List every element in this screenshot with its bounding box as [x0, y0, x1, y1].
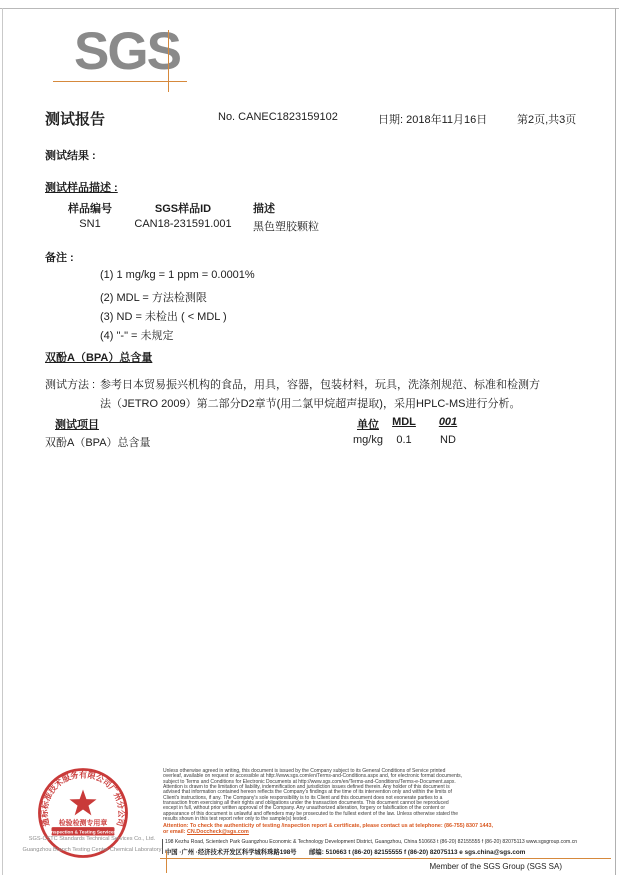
attention-line-2 — [163, 829, 613, 835]
logo-crosshair-vertical — [168, 30, 169, 92]
test-method-text-line1: 参考日本贸易振兴机构的食品，用具，容器，包装材料，玩具，洗涤剂规范、标准和检测方 — [100, 379, 540, 391]
page-border-top — [0, 8, 619, 9]
bpa-section-heading: 双酚A（BPA）总含量 — [45, 352, 153, 364]
page-indicator: 第2页,共3页 — [517, 114, 577, 126]
stamp-center-cn: 检验检测专用章 — [58, 819, 108, 827]
sample-col-header-sgs-id: SGS样品ID — [154, 203, 212, 215]
laboratory-name: Guangzhou Branch Testing Center Chemical Laboratory — [22, 847, 162, 853]
disclaimer-line: subject to Terms and Conditions for Electronic Documents at http://www.sgs.com/en/Terms-and-Conditions/Terms-e-Document.aspx. — [163, 778, 456, 785]
notes-heading: 备注 : — [45, 252, 74, 264]
test-method-label: 测试方法 : — [45, 379, 96, 391]
logo-crosshair-horizontal — [53, 81, 187, 82]
result-col-header-unit: 单位 — [357, 419, 379, 431]
authenticity-attention-text — [163, 823, 613, 835]
disclaimer-line: overleaf, available on request or accessible at http://www.sgs.com/en/Terms-and-Conditions.aspx and, for electronic format documents, — [163, 773, 463, 780]
sample-sgs-id-value: CAN18-231591.001 — [134, 218, 232, 230]
note-item-3: (3) ND = 未检出 ( < MDL ) — [100, 311, 227, 323]
attention-line-1: Attention: To check the authenticity of testing /inspection report & certificate, please contact us at telephone: (86-755) 8307 1443, — [163, 823, 494, 829]
stamp-ring-text: 通标标准技术服务有限公司广州分公司 — [40, 770, 126, 828]
address-chinese: 中国 ·广州 ·经济技术开发区科学城科珠路198号 邮编: 510663 t (86-20) 82155555 f (86-20) 82075113 e sgs.china@sgs.com — [165, 849, 526, 856]
sample-col-header-description: 描述 — [253, 203, 275, 215]
disclaimer-line: appearance of this document is unlawful and offenders may be prosecuted to the fullest extent of the law. Unless otherwise stated the — [163, 810, 459, 817]
result-001-value: ND — [440, 434, 456, 446]
result-col-header-mdl: MDL — [392, 416, 416, 428]
footer-crosshair-horizontal — [160, 858, 611, 859]
note-item-1: (1) 1 mg/kg = 1 ppm = 0.0001% — [100, 269, 255, 281]
result-mdl-value: 0.1 — [396, 434, 412, 446]
page-border-right — [615, 8, 616, 875]
note-item-2: (2) MDL = 方法检测限 — [100, 292, 207, 304]
attention-email-label: or email: — [163, 829, 187, 835]
doccheck-email-link: CN.Doccheck@sgs.com — [186, 829, 249, 835]
sample-col-header-id: 样品编号 — [68, 203, 112, 215]
test-results-label: 测试结果 : — [45, 150, 96, 162]
address-english: 198 Kezhu Road, Scientech Park Guangzhou Economic & Technology Development District, Guangzhou, China 510663 t (86-20) 82155555 f (86-20) 82075113 www.sgsgroup.com.cn — [165, 839, 578, 845]
disclaimer-line: Attention is drawn to the limitation of liability, indemnification and jurisdiction issues defined therein. Any holder of this document is — [163, 784, 450, 791]
test-method-text-line2: 法（JETRO 2009）第二部分D2章节(用二氯甲烷超声提取)，采用HPLC-MS进行分析。 — [100, 398, 521, 410]
sgs-group-member-note: Member of the SGS Group (SGS SA) — [429, 862, 562, 871]
report-number: No. CANEC1823159102 — [218, 111, 338, 123]
stamp-center-en: Inspection & Testing Services — [49, 829, 117, 835]
disclaimer-line: Client's instructions, if any. The Company's sole responsibility is to its Client and this document does not exonerate parties to a — [163, 794, 443, 801]
result-col-header-001: 001 — [438, 416, 458, 428]
disclaimer-line: except in full, without prior written approval of the Company. Any unauthorized alteration, forgery or falsification of the content or — [163, 805, 446, 812]
laboratory-name-block — [10, 834, 174, 856]
disclaimer-line: results shown in this test report refer only to the sample(s) tested . — [163, 816, 310, 823]
sample-description-heading: 测试样品描述 : — [45, 182, 118, 194]
disclaimer-text — [163, 769, 613, 822]
address-divider-bar — [162, 839, 163, 854]
result-unit-value: mg/kg — [353, 434, 383, 446]
footer-crosshair-vertical — [166, 851, 167, 873]
disclaimer-line: advised that information contained hereon reflects the Company's findings at the time of its intervention only and within the limits of — [163, 789, 452, 796]
stamp-star-icon — [69, 790, 96, 816]
result-col-header-item: 测试项目 — [55, 419, 99, 431]
sample-id-value: SN1 — [79, 218, 101, 230]
company-name: SGS-CSTC Standards Technical Services Co., Ltd. — [28, 836, 156, 842]
report-title: 测试报告 — [45, 111, 106, 128]
sgs-logo: SGS — [74, 22, 180, 81]
note-item-4: (4) "-" = 未规定 — [100, 330, 174, 342]
report-date: 日期: 2018年11月16日 — [378, 114, 488, 126]
disclaimer-line: Unless otherwise agreed in writing, this document is issued by the Company subject to its General Conditions of Service printed — [163, 768, 446, 774]
disclaimer-line: transaction from exercising all their rights and obligations under the transaction documents. This document cannot be reproduced — [163, 800, 449, 807]
sample-description-value: 黑色塑胶颗粒 — [253, 221, 319, 233]
page-border-left — [2, 8, 3, 875]
result-item-name: 双酚A（BPA）总含量 — [45, 437, 151, 449]
